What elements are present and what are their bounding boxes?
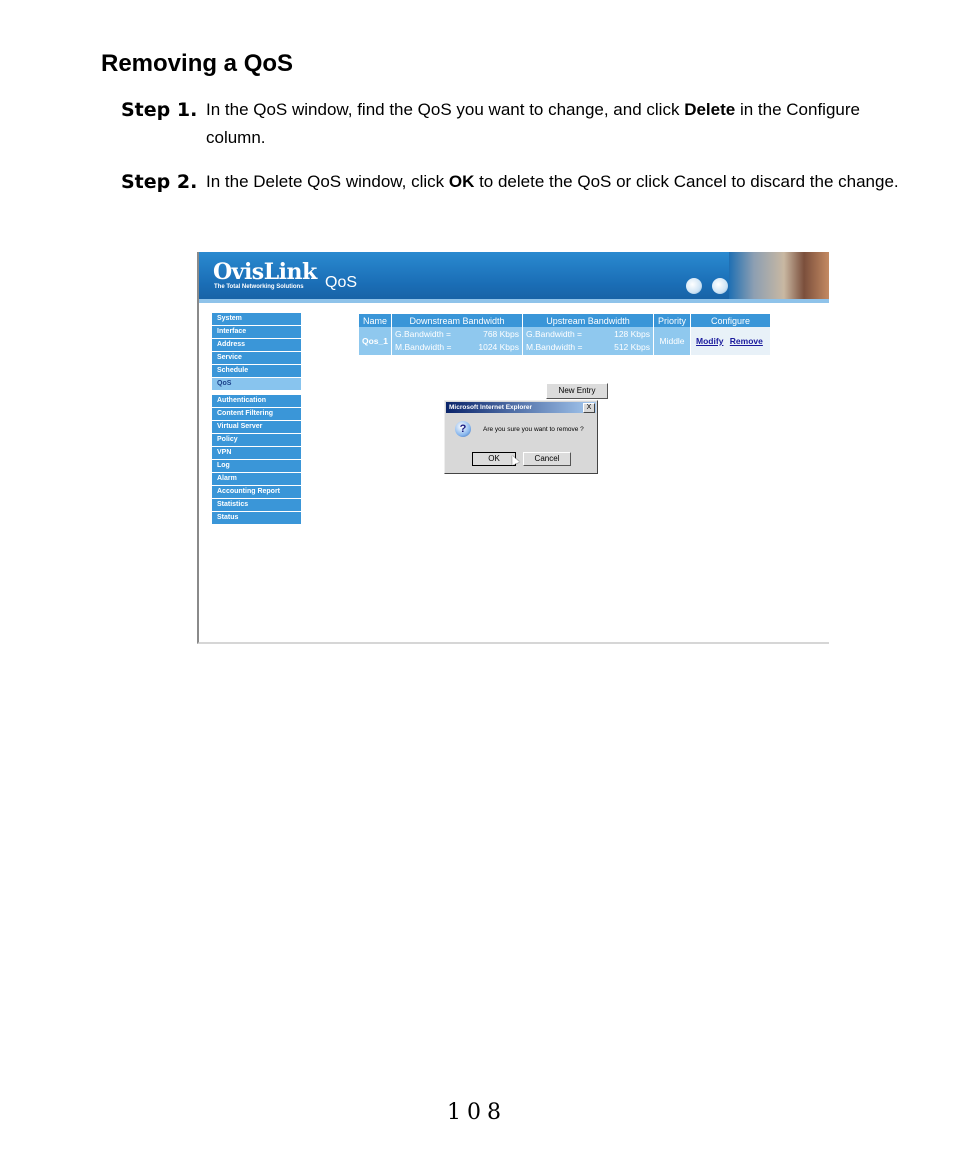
priority-cell: Middle (654, 327, 691, 355)
sidebar-item-alarm[interactable]: Alarm (212, 473, 301, 486)
sidebar-item-qos[interactable]: QoS (212, 378, 301, 391)
ok-button[interactable]: OK (472, 452, 516, 466)
sidebar-item-service[interactable]: Service (212, 352, 301, 365)
step-2 (121, 168, 901, 196)
section-heading: Removing a QoS (101, 50, 294, 77)
configure-cell (691, 327, 771, 355)
sidebar-menu (212, 313, 301, 525)
globe-icon (712, 278, 728, 294)
dialog-message: Are you sure you want to remove ? (483, 426, 584, 433)
sidebar-item-statistics[interactable]: Statistics (212, 499, 301, 512)
close-button[interactable]: X (583, 403, 595, 413)
step-label: Step 2. (121, 171, 198, 193)
upstream-cell: G.Bandwidth = 128 Kbps M.Bandwidth = 512 Kbps (523, 327, 654, 355)
column-header: Upstream Bandwidth (523, 314, 654, 327)
table-header (359, 314, 771, 327)
header-banner (199, 252, 829, 299)
banner-photo (729, 252, 829, 299)
page-title: QoS (325, 274, 358, 291)
step-text: In the Delete QoS window, click OK to delete the QoS or click Cancel to discard the change. (206, 172, 899, 191)
column-header: Downstream Bandwidth (392, 314, 523, 327)
sidebar-item-system[interactable]: System (212, 313, 301, 326)
downstream-cell: G.Bandwidth = 768 Kbps M.Bandwidth = 1024 Kbps (392, 327, 523, 355)
new-entry-button[interactable]: New Entry (546, 383, 608, 399)
sidebar-item-content-filtering[interactable]: Content Filtering (212, 408, 301, 421)
modify-link[interactable]: Modify (696, 336, 724, 346)
sidebar-item-policy[interactable]: Policy (212, 434, 301, 447)
column-header: Name (359, 314, 392, 327)
remove-link[interactable]: Remove (729, 336, 763, 346)
sidebar-item-interface[interactable]: Interface (212, 326, 301, 339)
brand-logo: OvisLink (213, 259, 317, 285)
question-icon: ? (455, 421, 471, 437)
banner-strip (199, 299, 829, 303)
sidebar-item-virtual-server[interactable]: Virtual Server (212, 421, 301, 434)
step-label: Step 1. (121, 99, 198, 121)
qos-screenshot (197, 252, 829, 644)
globe-icon (686, 278, 702, 294)
dialog-title: Microsoft Internet Explorer (446, 402, 596, 413)
step-1 (121, 96, 901, 152)
sidebar-item-schedule[interactable]: Schedule (212, 365, 301, 378)
column-header: Configure (691, 314, 771, 327)
brand-tagline: The Total Networking Solutions (214, 284, 304, 290)
sidebar-item-authentication[interactable]: Authentication (212, 395, 301, 408)
sidebar-item-address[interactable]: Address (212, 339, 301, 352)
cancel-button[interactable]: Cancel (523, 452, 571, 466)
confirm-dialog (444, 400, 598, 474)
sidebar-item-status[interactable]: Status (212, 512, 301, 525)
qos-name: Qos_1 (359, 327, 392, 355)
column-header: Priority (654, 314, 691, 327)
sidebar-item-log[interactable]: Log (212, 460, 301, 473)
page-number: 108 (447, 1100, 507, 1125)
qos-table (359, 314, 771, 355)
table-row (359, 327, 771, 355)
sidebar-item-accounting-report[interactable]: Accounting Report (212, 486, 301, 499)
step-text: In the QoS window, find the QoS you want to change, and click Delete in the Configure column. (206, 100, 860, 147)
sidebar-item-vpn[interactable]: VPN (212, 447, 301, 460)
